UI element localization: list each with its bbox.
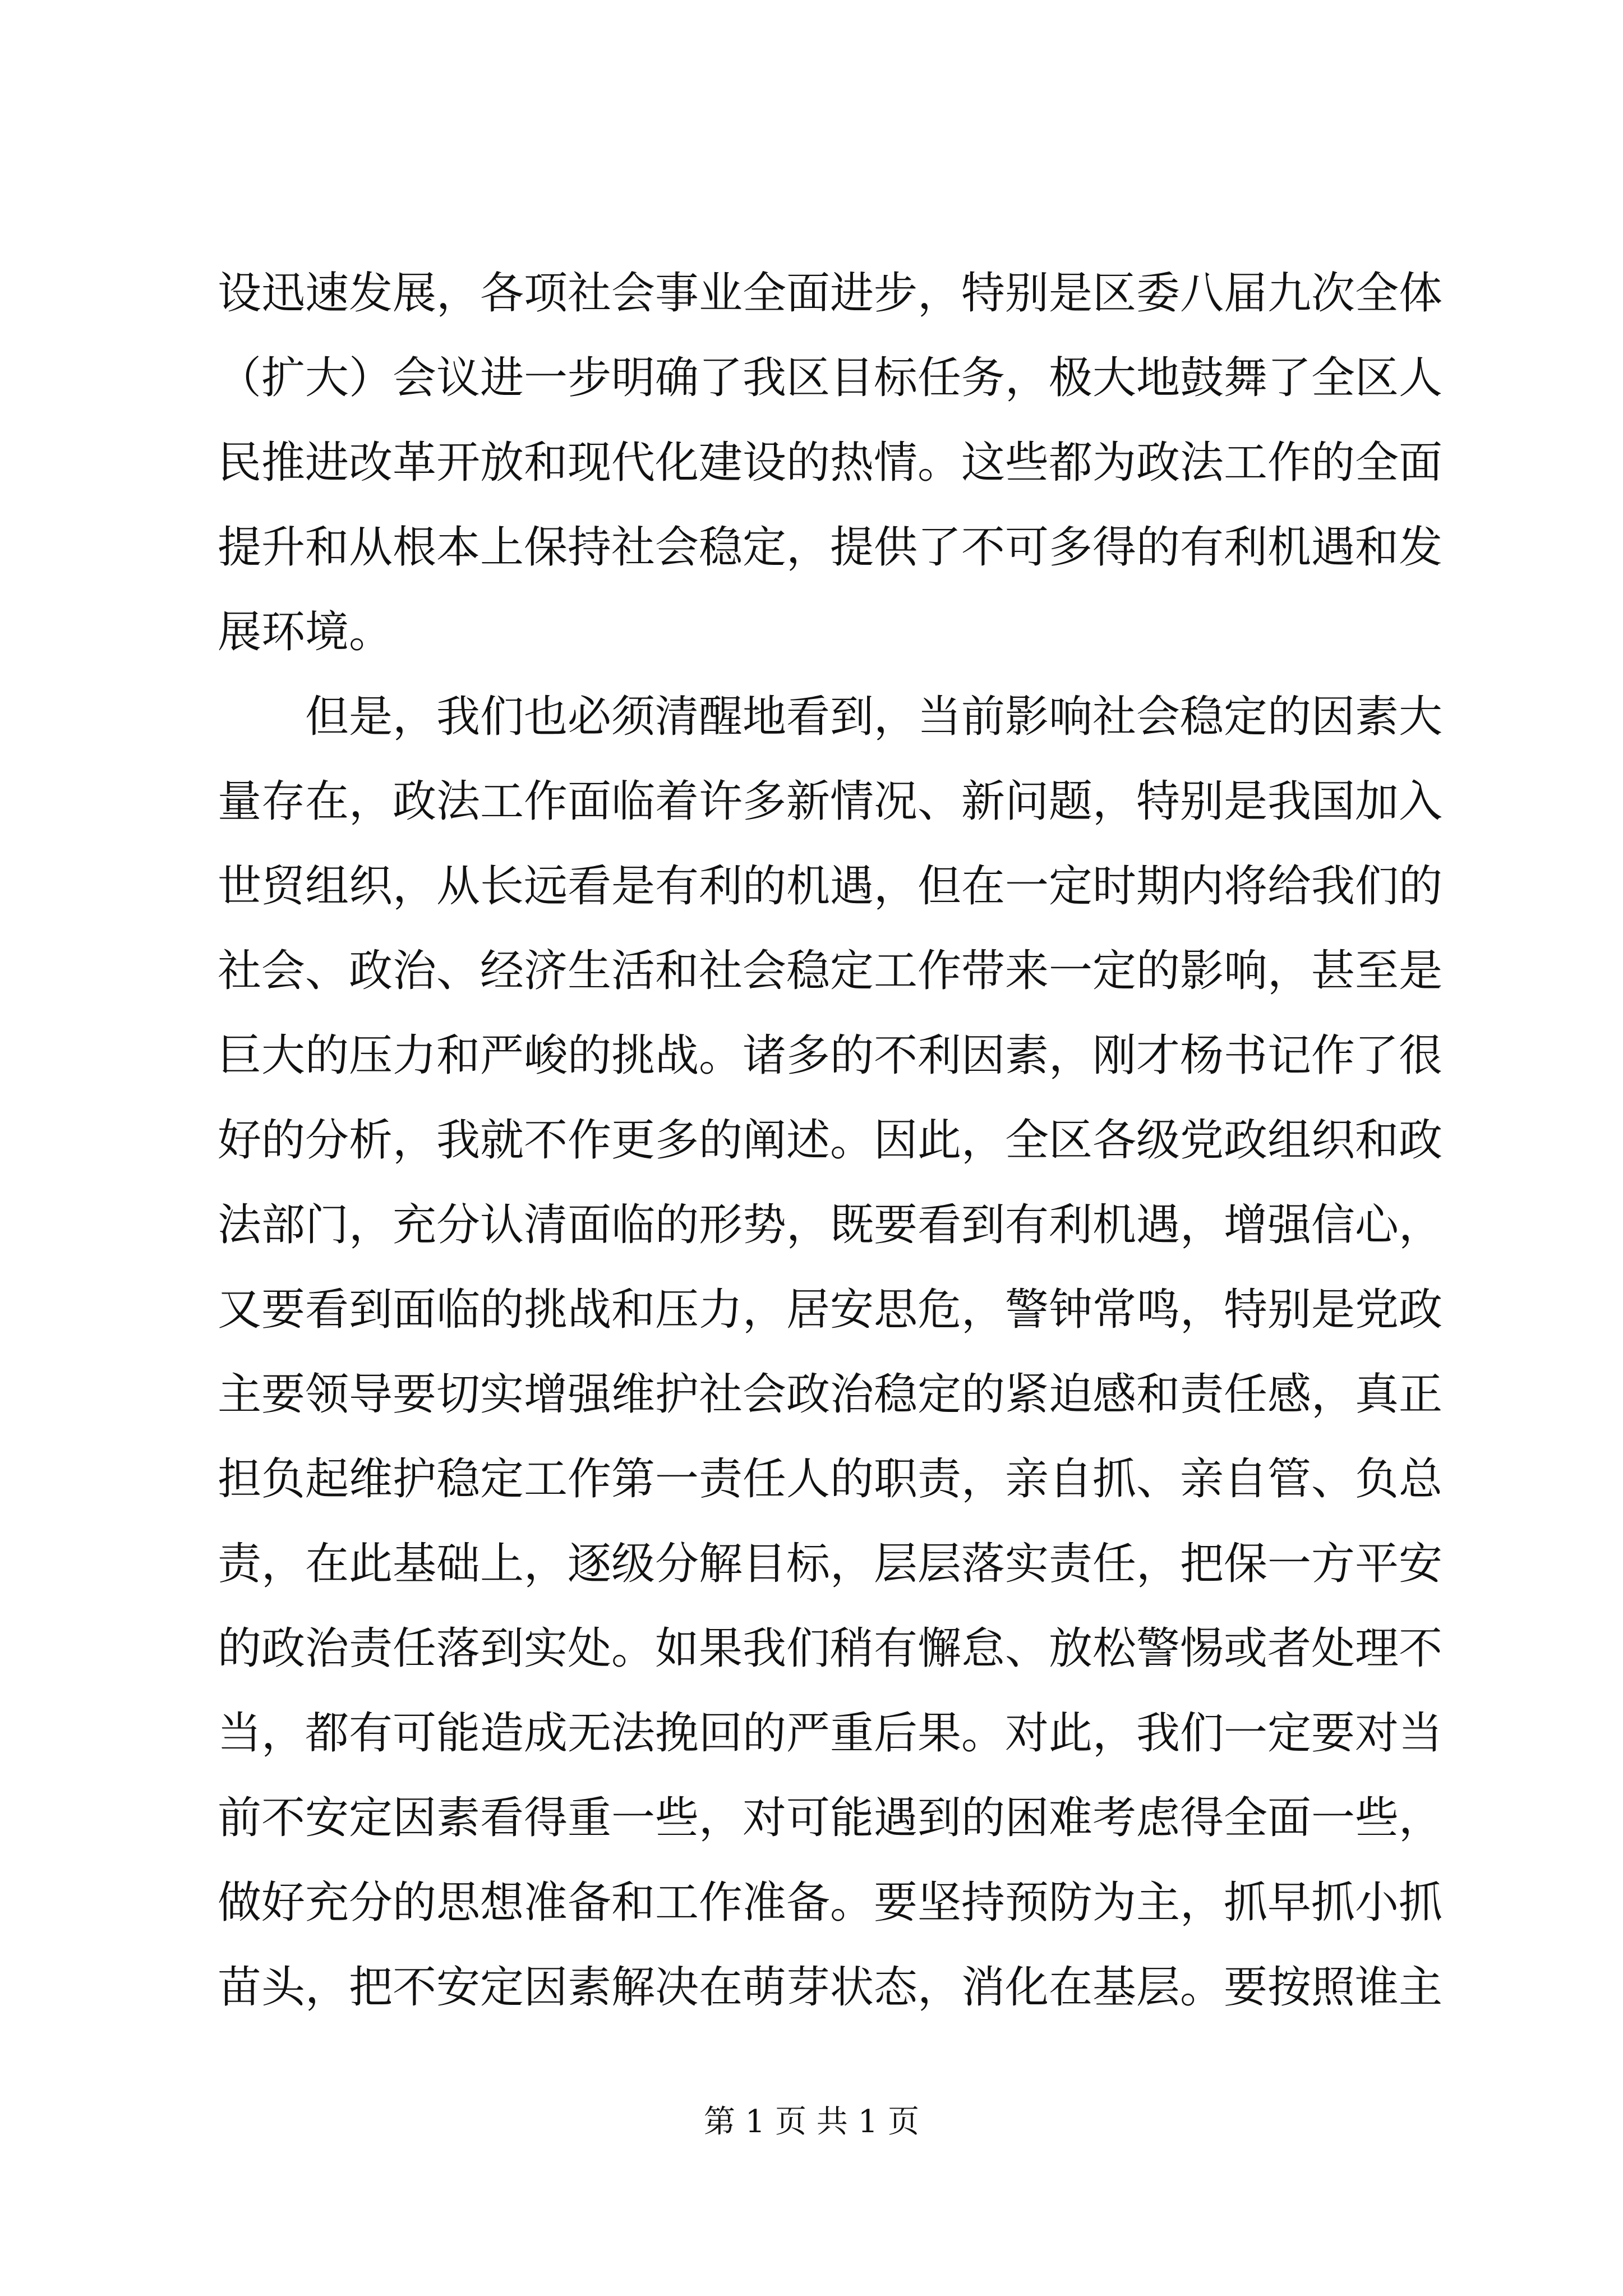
paragraph-line: 担负起维护稳定工作第一责任人的职责，亲自抓、亲自管、负总 xyxy=(218,1454,1443,1504)
paragraph-1 xyxy=(218,251,1443,675)
paragraph-line: 责，在此基础上，逐级分解目标，层层落实责任，把保一方平安 xyxy=(218,1539,1443,1589)
paragraph-line: 社会、政治、经济生活和社会稳定工作带来一定的影响，甚至是 xyxy=(218,946,1443,996)
paragraph-line: 当，都有可能造成无法挽回的严重后果。对此，我们一定要对当 xyxy=(218,1708,1443,1759)
paragraph-line: 的政治责任落到实处。如果我们稍有懈怠、放松警惕或者处理不 xyxy=(218,1623,1443,1674)
paragraph-line: 设迅速发展，各项社会事业全面进步，特别是区委八届九次全体 xyxy=(218,268,1443,319)
paragraph-line: 展环境。 xyxy=(218,607,393,657)
paragraph-line: 世贸组织，从长远看是有利的机遇，但在一定时期内将给我们的 xyxy=(218,861,1443,912)
paragraph-line: 好的分析，我就不作更多的阐述。因此，全区各级党政组织和政 xyxy=(218,1115,1443,1166)
paragraph-line: （扩大）会议进一步明确了我区目标任务，极大地鼓舞了全区人 xyxy=(218,353,1443,403)
page-footer xyxy=(0,2102,1623,2142)
paragraph-line: 又要看到面临的挑战和压力，居安思危，警钟常鸣，特别是党政 xyxy=(218,1285,1443,1335)
paragraph-line: 巨大的压力和严峻的挑战。诸多的不利因素，刚才杨书记作了很 xyxy=(218,1030,1443,1081)
paragraph-line: 主要领导要切实增强维护社会政治稳定的紧迫感和责任感，真正 xyxy=(218,1369,1443,1420)
paragraph-line: 民推进改革开放和现代化建设的热情。这些都为政法工作的全面 xyxy=(218,438,1443,488)
paragraph-line: 苗头，把不安定因素解决在萌芽状态，消化在基层。要按照谁主 xyxy=(218,1962,1443,2013)
paragraph-line: 做好充分的思想准备和工作准备。要坚持预防为主，抓早抓小抓 xyxy=(218,1878,1443,1928)
paragraph-2 xyxy=(218,675,1443,2030)
paragraph-line: 但是，我们也必须清醒地看到，当前影响社会稳定的因素大 xyxy=(305,692,1443,742)
body-text xyxy=(218,251,1443,2030)
paragraph-line: 前不安定因素看得重一些，对可能遇到的困难考虑得全面一些， xyxy=(218,1793,1443,1843)
paragraph-line: 提升和从根本上保持社会稳定，提供了不可多得的有利机遇和发 xyxy=(218,522,1443,573)
page-number-label: 第 1 页 共 1 页 xyxy=(703,2104,920,2140)
paragraph-line: 量存在，政法工作面临着许多新情况、新问题，特别是我国加入 xyxy=(218,776,1443,827)
paragraph-line: 法部门，充分认清面临的形势，既要看到有利机遇，增强信心， xyxy=(218,1200,1443,1250)
